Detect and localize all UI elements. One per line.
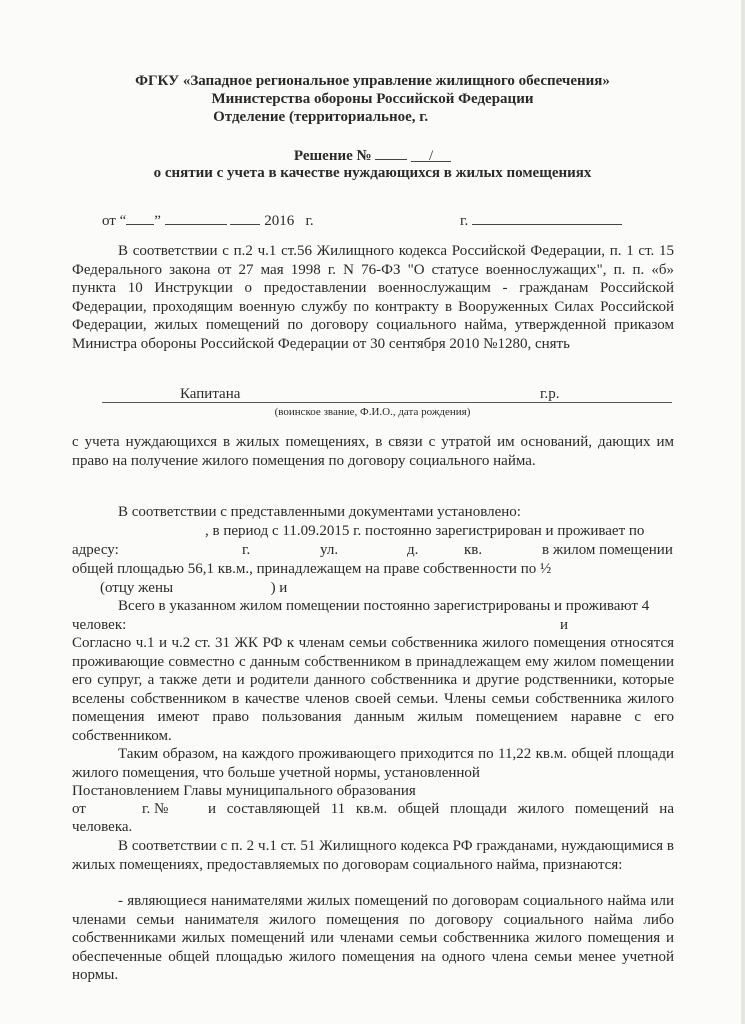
date-prefix: от “: [102, 213, 127, 229]
decision-date-line: [102, 210, 314, 230]
date-day-blank: [126, 210, 154, 225]
resolution-date-prefix: от: [72, 801, 86, 817]
basis-paragraph: В соответствии с п.2 ч.1 ст.56 Жилищного кодекса Российской Федерации, п. 1 ст. 15 Федерального закона от 27 мая 1998 г. N 76-ФЗ "О статусе военнослужащих", п. п. «б» пункта 10 Инструкции о предоставлении военнослужащим - гражданам Российской Федерации, проходящим военную службу по контракту в Вооруженных Силах Российской Федерации, жилых помещений по договору социального найма, утвержденной приказом Министра обороны Российской Федерации от 30 сентября 2010 №1280, снять: [72, 243, 674, 352]
family-law-paragraph: Согласно ч.1 и ч.2 ст. 31 ЖК РФ к членам семьи собственника жилого помещения относятся проживающие совместно с данным собственником в принадлежащем ему жилом помещении его супруг, а также дети и родители данного собственника и другие родственники, которые вселены собственником в качестве членов своей семьи. Члены семьи собственника жилого помещения имеют право пользования данным жилым помещением наравне с его собственником.: [72, 635, 674, 744]
decision-title: [0, 145, 745, 165]
removal-reason-paragraph: с учета нуждающихся в жилых помещениях, в связи с утратой им оснований, дающих им право на получение жилого помещения по договору социального найма.: [72, 434, 674, 469]
established-line-1: , в период с 11.09.2015 г. постоянно зарегистрирован и проживает по: [205, 523, 645, 539]
art51-intro-paragraph: В соответствии с п. 2 ч.1 ст. 51 Жилищного кодекса РФ гражданами, нуждающимися в жилых помещениях, предоставляемых по договорам социального найма, признаются:: [72, 838, 674, 873]
established-line-2: [72, 541, 674, 559]
date-quote: ”: [154, 213, 161, 229]
city-line: [460, 210, 622, 230]
owner-relation: (отцу жены: [100, 580, 174, 596]
calculation-line-2: Постановлением Главы муниципального образования: [72, 783, 416, 799]
owner-and: ) и: [270, 580, 288, 596]
org-name-line1: ФГКУ «Западное региональное управление жилищного обеспечения»: [135, 73, 610, 89]
resolution-number-label: г. №: [142, 801, 169, 817]
person-birth-suffix: г.р.: [540, 386, 560, 402]
address-flat: кв.: [464, 542, 483, 558]
redacted-city: [432, 111, 532, 125]
city-blank: [472, 210, 622, 225]
org-department-line: [0, 108, 745, 126]
address-street: ул.: [320, 542, 339, 558]
decision-number-suffix: /: [411, 147, 451, 162]
address-city: г.: [242, 542, 251, 558]
decision-subject: о снятии с учета в качестве нуждающихся в жилых помещениях: [153, 165, 592, 181]
date-extra-blank: [230, 210, 260, 225]
address-end: в жилом помещении: [542, 542, 673, 558]
residents-line-1: Всего в указанном жилом помещении постоянно зарегистрированы и проживают 4: [118, 598, 650, 614]
calculation-line-4: человека.: [72, 819, 133, 835]
date-year-suffix: г.: [305, 213, 314, 229]
person-caption: (воинское звание, Ф.И.О., дата рождения): [274, 406, 471, 418]
art51-item-paragraph: - являющиеся нанимателями жилых помещений по договорам социального найма или членами семьи нанимателя жилого помещения по договору социального найма либо собственниками жилых помещений или членами семьи собственника жилого помещения и обеспеченные общей площадью жилого помещения на одного члена семьи менее учетной нормы.: [72, 893, 674, 983]
person-rank: Капитана: [180, 386, 241, 402]
decision-title-text: Решение №: [293, 148, 372, 164]
established-intro: В соответствии с представленными документами установлено:: [118, 504, 521, 520]
decision-number-blank: [375, 145, 407, 160]
date-year: 2016: [264, 213, 295, 229]
established-line-3: общей площадью 56,1 кв.м., принадлежащем на праве собственности по ½: [72, 561, 552, 577]
resolution-norm-text: и составляющей 11 кв.м. общей площади жилого помещений на: [208, 801, 674, 817]
address-house: д.: [407, 542, 419, 558]
org-department-text: Отделение (территориальное, г.: [213, 109, 429, 125]
established-line-4: [100, 579, 287, 597]
residents-label: человек:: [72, 617, 127, 633]
city-prefix: г.: [460, 213, 469, 229]
calculation-paragraph: Таким образом, на каждого проживающего приходится по 11,22 кв.м. общей площади жилого помещения, что больше учетной нормы, установленной: [72, 746, 674, 781]
residents-and: и: [560, 617, 569, 633]
date-month-blank: [165, 210, 227, 225]
calculation-line-3: [72, 800, 674, 818]
residents-line-2: [72, 616, 674, 634]
org-name-line2: Министерства обороны Российской Федерации: [211, 91, 534, 107]
address-label: адресу:: [72, 542, 119, 558]
